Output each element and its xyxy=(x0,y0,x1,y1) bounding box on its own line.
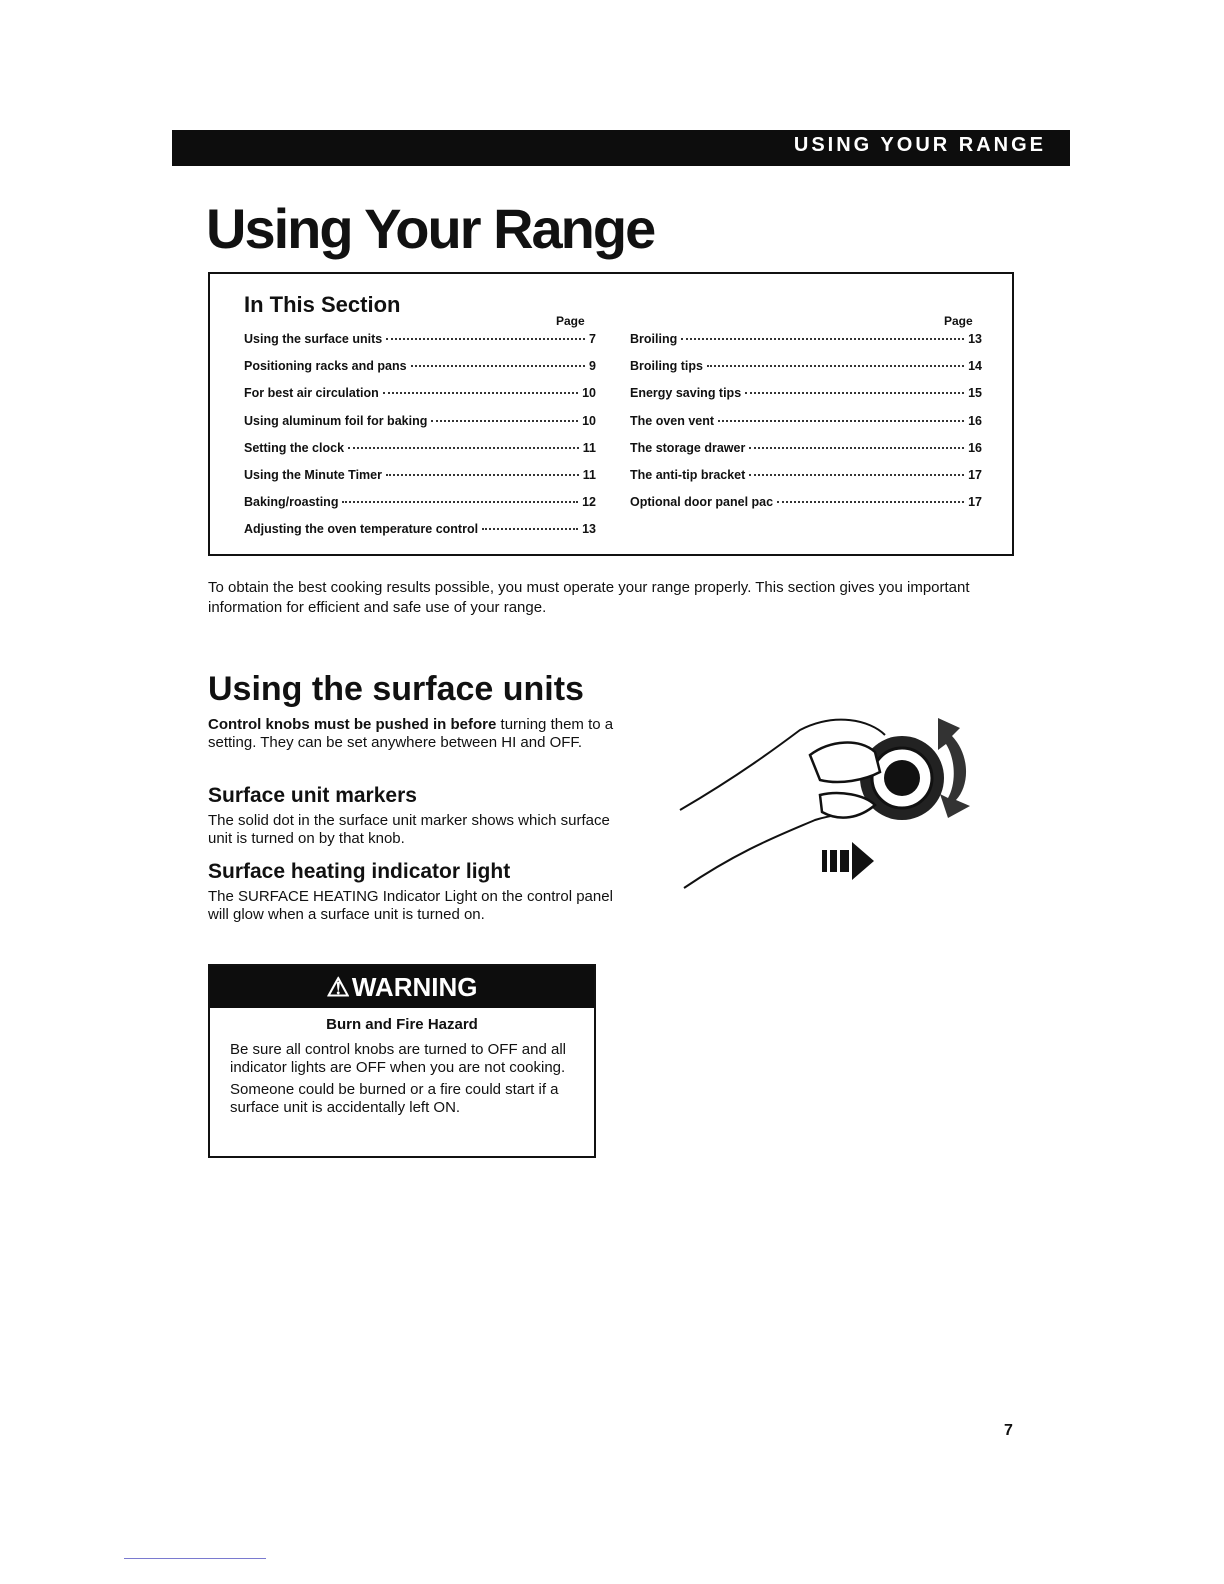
toc-item-label: Using the Minute Timer xyxy=(244,467,382,482)
toc-item-page: 10 xyxy=(582,386,596,401)
toc-item xyxy=(244,414,596,441)
toc-leader-dots xyxy=(749,474,964,476)
toc-leader-dots xyxy=(386,474,579,476)
lead-rest-text: turning them to a setting. They can be set anywhere between HI and OFF. xyxy=(208,716,614,751)
warning-triangle-icon: ⚠ xyxy=(326,971,350,1002)
toc-item xyxy=(630,332,982,359)
toc-item-label: The storage drawer xyxy=(630,440,746,455)
toc-item-page: 15 xyxy=(968,386,982,401)
markers-text: The solid dot in the surface unit marker shows which surface unit is turned on by that knob. xyxy=(208,812,610,847)
toc-item-label: The anti-tip bracket xyxy=(630,467,746,482)
warning-banner xyxy=(210,966,594,1008)
toc-item-page: 17 xyxy=(968,495,982,510)
warning-label: WARNING xyxy=(351,971,478,1002)
toc-page-header-left: Page xyxy=(556,314,585,328)
toc-item-page: 14 xyxy=(968,359,982,374)
toc-item-page: 12 xyxy=(582,495,596,510)
section-title: Using the surface units xyxy=(208,670,584,708)
toc-leader-dots xyxy=(431,420,578,422)
toc-item-label: Energy saving tips xyxy=(630,386,742,401)
toc-heading: In This Section xyxy=(244,292,401,317)
toc-leader-dots xyxy=(348,447,579,449)
toc-page-header-right: Page xyxy=(944,314,973,328)
toc-item xyxy=(244,359,596,386)
warning-box xyxy=(208,964,596,1158)
indicator-heading: Surface heating indicator light xyxy=(208,860,511,883)
toc-item-page: 17 xyxy=(968,467,982,482)
toc-item xyxy=(630,495,982,522)
toc-leader-dots xyxy=(482,528,578,530)
toc-leader-dots xyxy=(342,501,578,503)
markers-heading: Surface unit markers xyxy=(208,784,417,807)
toc-item-label: Adjusting the oven temperature control xyxy=(244,522,479,537)
toc-item-page: 13 xyxy=(582,522,596,537)
toc-item-label: Broiling tips xyxy=(630,359,703,374)
toc-list-right xyxy=(630,332,982,522)
toc-item-page: 7 xyxy=(589,332,596,346)
toc-item-label: Optional door panel pac xyxy=(630,495,774,510)
toc-item-page: 16 xyxy=(968,440,982,455)
toc-item xyxy=(244,332,596,359)
knob-illustration xyxy=(670,700,990,900)
toc-item-page: 13 xyxy=(968,332,982,346)
toc-item-label: For best air circulation xyxy=(244,386,379,401)
toc-item-page: 16 xyxy=(968,413,982,428)
toc-item-label: Setting the clock xyxy=(244,440,345,455)
header-title: USING YOUR RANGE xyxy=(793,134,1046,156)
toc-item-page: 9 xyxy=(589,359,596,374)
toc-leader-dots xyxy=(411,365,586,367)
toc-item-page: 11 xyxy=(582,467,596,482)
toc-item xyxy=(630,359,982,386)
intro-paragraph: To obtain the best cooking results possible, you must operate your range properly. This section gives you important information for efficient and safe use of your range. xyxy=(208,579,970,616)
toc-item xyxy=(244,386,596,413)
toc-item-label: The oven vent xyxy=(630,413,715,428)
toc-item xyxy=(244,522,596,549)
surface-units-intro xyxy=(208,716,618,752)
lead-bold-text: Control knobs must be pushed in before xyxy=(208,716,497,733)
toc-list-left xyxy=(244,332,596,550)
toc-item xyxy=(244,468,596,495)
toc-leader-dots xyxy=(383,392,578,394)
toc-item-label: Positioning racks and pans xyxy=(244,359,407,374)
warning-paragraph-2: Someone could be burned or a fire could start if a surface unit is accidentally left ON. xyxy=(230,1081,559,1116)
toc-item xyxy=(630,386,982,413)
page-title: Using Your Range xyxy=(206,197,655,260)
toc-item-label: Using the surface units xyxy=(244,332,383,346)
toc-leader-dots xyxy=(386,338,585,340)
page-number: 7 xyxy=(1004,1422,1013,1439)
toc-box xyxy=(208,272,1014,556)
toc-item xyxy=(244,495,596,522)
toc-leader-dots xyxy=(745,392,964,394)
toc-item-label: Broiling xyxy=(630,332,678,346)
toc-item-label: Baking/roasting xyxy=(244,495,339,510)
toc-item xyxy=(630,441,982,468)
footer-rule xyxy=(124,1558,266,1559)
toc-item xyxy=(630,414,982,441)
toc-item xyxy=(244,441,596,468)
toc-item-page: 11 xyxy=(582,440,596,455)
toc-leader-dots xyxy=(718,420,964,422)
toc-leader-dots xyxy=(777,501,964,503)
toc-item-page: 10 xyxy=(582,413,596,428)
toc-item xyxy=(630,468,982,495)
warning-subtitle: Burn and Fire Hazard xyxy=(326,1016,478,1033)
indicator-text: The SURFACE HEATING Indicator Light on the control panel will glow when a surface unit is turned on. xyxy=(208,888,613,923)
toc-leader-dots xyxy=(681,338,964,340)
toc-item-label: Using aluminum foil for baking xyxy=(244,413,428,428)
toc-leader-dots xyxy=(707,365,964,367)
header-bar xyxy=(172,130,1070,166)
toc-leader-dots xyxy=(749,447,964,449)
warning-paragraph-1: Be sure all control knobs are turned to OFF and all indicator lights are OFF when you are not cooking. xyxy=(230,1041,567,1076)
